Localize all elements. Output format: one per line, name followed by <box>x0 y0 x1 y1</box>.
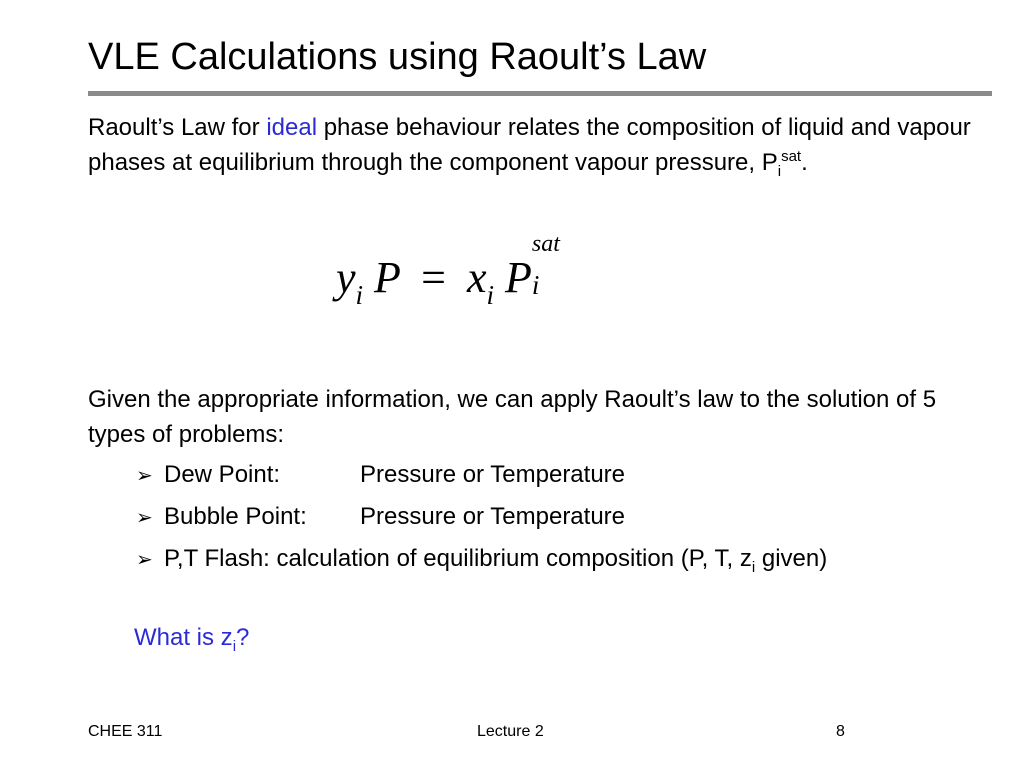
bullet-term: Bubble Point: <box>164 503 307 530</box>
arrow-bullet-icon: ➢ <box>136 507 153 529</box>
problem-types-list <box>136 454 827 580</box>
eq-x: x <box>466 253 487 302</box>
intro-highlight-ideal: ideal <box>266 114 318 141</box>
question-mark: ? <box>236 624 250 651</box>
eq-sub-i: i <box>486 279 495 310</box>
eq-sub-i: i <box>531 270 540 300</box>
arrow-bullet-icon: ➢ <box>136 549 153 571</box>
eq-sup-sat: sat <box>531 231 560 257</box>
list-item-pt-flash <box>136 538 827 580</box>
footer-course: CHEE 311 <box>88 723 163 740</box>
question-text: What is z <box>134 624 233 651</box>
question-subscript-i: i <box>232 637 237 655</box>
bullet-description: Pressure or Temperature <box>360 461 626 488</box>
intro-superscript-sat: sat <box>781 148 802 165</box>
eq-p: P <box>374 253 401 302</box>
intro-paragraph <box>88 110 998 180</box>
bullet-term: Dew Point: <box>164 461 281 488</box>
body-paragraph: Given the appropriate information, we can apply Raoult’s law to the solution of 5 types of problems: <box>88 386 937 448</box>
bullet-description: Pressure or Temperature <box>360 503 626 530</box>
bullet-subscript-i: i <box>751 558 756 576</box>
bullet-text-end: given) <box>755 545 828 572</box>
list-item-bubble-point <box>136 496 827 538</box>
arrow-bullet-icon: ➢ <box>136 465 153 487</box>
eq-y: y <box>336 253 356 302</box>
question-what-is-zi <box>134 620 249 655</box>
footer-lecture: Lecture 2 <box>477 723 544 740</box>
eq-sub-i: i <box>355 279 364 310</box>
intro-text-start: Raoult’s Law for <box>88 114 267 141</box>
eq-equals: = <box>421 253 446 302</box>
footer-page-number: 8 <box>836 723 845 740</box>
bullet-text: P,T Flash: calculation of equilibrium composition (P, T, z <box>164 545 752 572</box>
intro-subscript-i: i <box>777 162 782 180</box>
raoults-law-equation <box>336 231 566 310</box>
title-underline <box>88 91 992 96</box>
eq-script-stack <box>531 231 566 306</box>
eq-p-sat: P <box>505 253 532 302</box>
list-item-dew-point <box>136 454 827 496</box>
intro-text-main: phase behaviour relates the composition of liquid and vapour phases at equilibrium through the component vapour pressure, P <box>88 114 971 176</box>
slide-title: VLE Calculations using Raoult’s Law <box>88 36 707 78</box>
intro-text-end: . <box>801 149 808 176</box>
